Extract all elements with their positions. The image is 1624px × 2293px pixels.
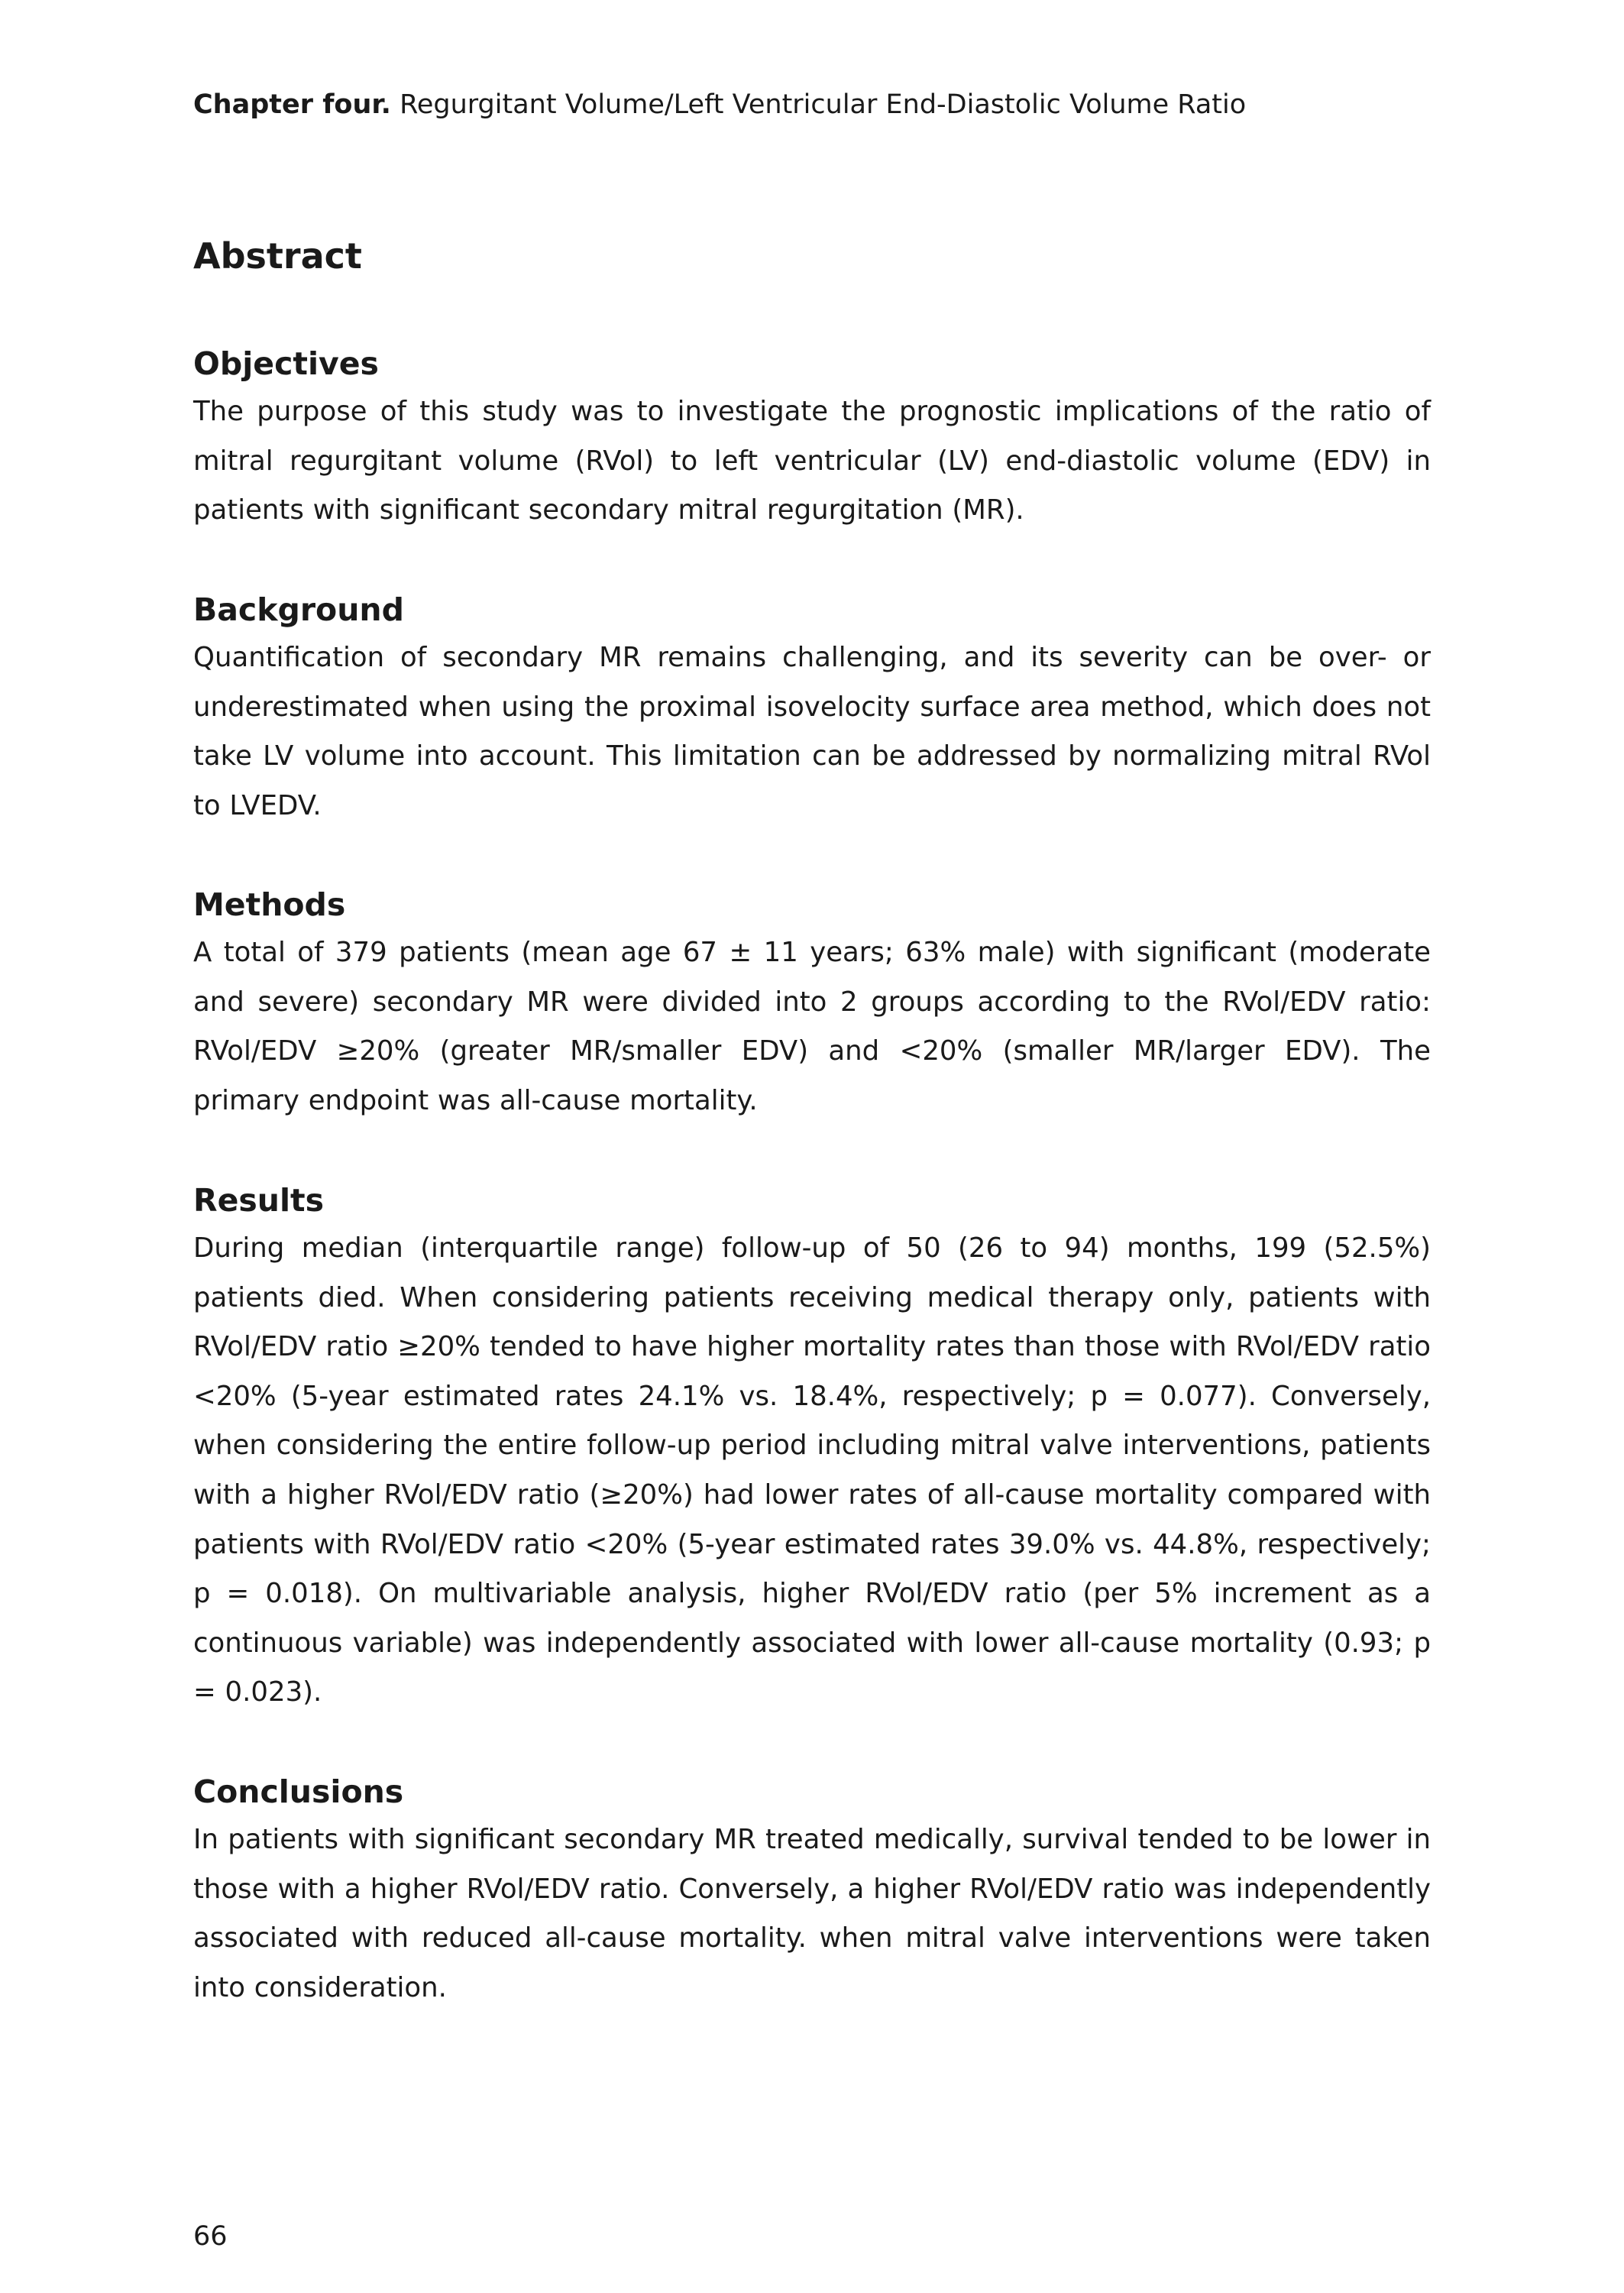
section-conclusions <box>193 1768 1431 2013</box>
section-heading: Background <box>193 591 404 628</box>
section-heading: Objectives <box>193 345 379 382</box>
section-heading: Conclusions <box>193 1773 404 1810</box>
section-background <box>193 586 1431 831</box>
abstract-title: Abstract <box>193 235 362 277</box>
document-page <box>193 0 1431 2293</box>
chapter-label: Chapter four. <box>193 89 391 120</box>
running-head <box>193 86 1246 124</box>
section-methods <box>193 881 1431 1125</box>
page-number: 66 <box>193 2221 228 2252</box>
section-results <box>193 1177 1431 1718</box>
section-heading: Results <box>193 1182 325 1219</box>
section-body: A total of 379 patients (mean age 67 ± 11 years; 63% male) with significant (moderate and severe) secondary MR were divided into 2 groups according to the RVol/EDV ratio: RVol/EDV ≥20% (greater MR/smaller EDV) and <20% (smaller MR/larger EDV). The primary endpoint was all-cause mortality. <box>193 937 1431 1116</box>
section-body: Quantification of secondary MR remains challenging, and its severity can be over- or underestimated when using the proximal isovelocity surface area method, which does not take LV volume into account. This limitation can be addressed by normalizing mitral RVol to LVEDV. <box>193 642 1431 821</box>
section-body: During median (interquartile range) follow-up of 50 (26 to 94) months, 199 (52.5%) patients died. When considering patients receiving medical therapy only, patients with RVol/EDV ratio ≥20% tended to have higher mortality rates than those with RVol/EDV ratio <20% (5-year estimated rates 24.1% vs. 18.4%, respectively; p = 0.077). Conversely, when considering the entire follow-up period including mitral valve interventions, patients with a higher RVol/EDV ratio (≥20%) had lower rates of all-cause mortality compared with patients with RVol/EDV ratio <20% (5-year estimated rates 39.0% vs. 44.8%, respectively; p = 0.018). On multivariable analysis, higher RVol/EDV ratio (per 5% increment as a continuous variable) was independently associated with lower all-cause mortality (0.93; p = 0.023). <box>193 1232 1431 1708</box>
section-heading: Methods <box>193 886 346 923</box>
section-objectives <box>193 340 1431 536</box>
chapter-title: Regurgitant Volume/Left Ventricular End-Diastolic Volume Ratio <box>400 89 1247 120</box>
section-body: In patients with significant secondary MR treated medically, survival tended to be lower in those with a higher RVol/EDV ratio. Conversely, a higher RVol/EDV ratio was independently associated with reduced all-cause mortality. when mitral valve interventions were taken into consideration. <box>193 1824 1431 2003</box>
section-body: The purpose of this study was to investigate the prognostic implications of the ratio of mitral regurgitant volume (RVol) to left ventricular (LV) end-diastolic volume (EDV) in patients with significant secondary mitral regurgitation (MR). <box>193 396 1431 526</box>
